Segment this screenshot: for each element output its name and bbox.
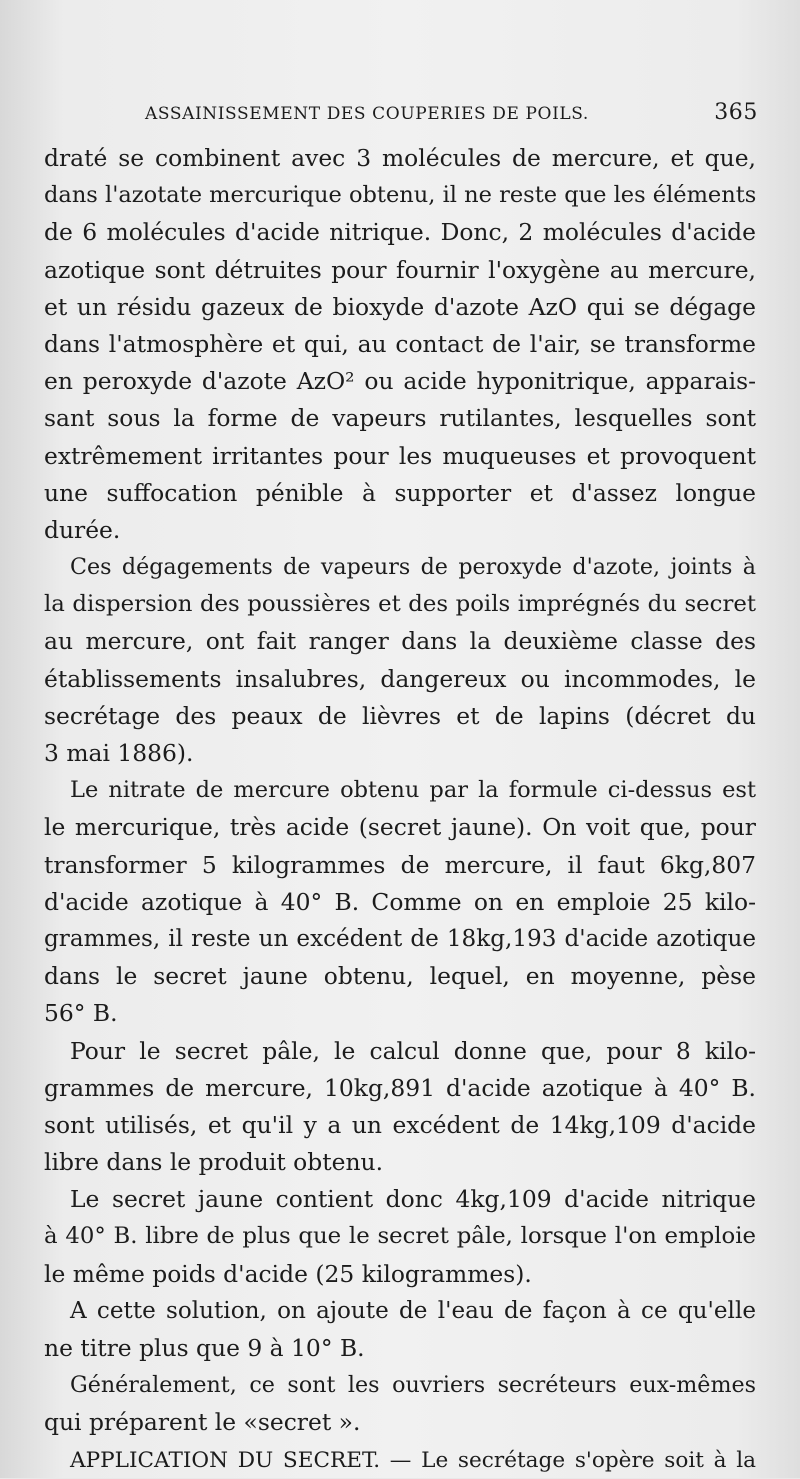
text-line: Généralement, ce sont les ouvriers secréteurs eux-mêmes xyxy=(70,1372,756,1399)
text-line: dans le secret jaune obtenu, lequel, en moyenne, pèse xyxy=(44,962,756,991)
running-title: ASSAINISSEMENT DES COUPERIES DE POILS. xyxy=(145,104,589,124)
text-line: d'acide azotique à 40° B. Comme on en emploie 25 kilo- xyxy=(44,887,756,916)
text-line: à 40° B. libre de plus que le secret pâle, lorsque l'on emploie xyxy=(44,1223,756,1250)
text-line: extrêmement irritantes pour les muqueuses et provoquent xyxy=(44,441,756,470)
text-line: draté se combinent avec 3 molécules de mercure, et que, xyxy=(44,144,756,172)
text-line: sant sous la forme de vapeurs rutilantes, lesquelles sont xyxy=(44,404,756,433)
text-line: en peroxyde d'azote AzO² ou acide hyponitrique, apparais- xyxy=(44,367,756,396)
text-line: Ces dégagements de vapeurs de peroxyde d'azote, joints à xyxy=(70,554,756,581)
text-line: 3 mai 1886). xyxy=(44,739,194,767)
paragraph xyxy=(44,1367,756,1441)
text-line: et un résidu gazeux de bioxyde d'azote AzO qui se dégage xyxy=(44,292,756,321)
text-line: grammes de mercure, 10kg,891 d'acide azotique à 40° B. xyxy=(44,1073,756,1102)
text-line: durée. xyxy=(44,515,121,544)
text-line: Pour le secret pâle, le calcul donne que, pour 8 kilo- xyxy=(70,1036,756,1065)
text-line: une suffocation pénible à supporter et d'assez longue xyxy=(44,478,756,507)
text-line: le même poids d'acide (25 kilogrammes). xyxy=(44,1259,532,1288)
text-line: Le secret jaune contient donc 4kg,109 d'acide nitrique xyxy=(70,1185,756,1214)
paragraph xyxy=(44,140,756,549)
text-line: dans l'atmosphère et qui, au contact de l'air, se transforme xyxy=(44,329,756,358)
text-line: le mercurique, très acide (secret jaune). On voit que, pour xyxy=(44,813,756,842)
text-line: grammes, il reste un excédent de 18kg,193 d'acide azotique xyxy=(44,925,756,952)
text-line: la dispersion des poussières et des poils imprégnés du secret xyxy=(44,591,756,618)
running-header xyxy=(145,100,758,130)
body-text xyxy=(44,140,756,1479)
text-line: sont utilisés, et qu'il y a un excédent de 14kg,109 d'acide xyxy=(44,1110,756,1139)
text-line: APPLICATION DU SECRET. — Le secrétage s'opère soit à la xyxy=(70,1447,756,1473)
paragraph xyxy=(44,772,756,1032)
page-number: 365 xyxy=(714,100,758,125)
text-line: Le nitrate de mercure obtenu par la formule ci-dessus est xyxy=(70,777,756,804)
text-line: ne titre plus que 9 à 10° B. xyxy=(44,1334,365,1362)
text-line: établissements insalubres, dangereux ou incommodes, le xyxy=(44,664,756,693)
text-line: qui préparent le «secret ». xyxy=(44,1408,361,1437)
paragraph xyxy=(44,1181,756,1293)
text-line: secrétage des peaux de lièvres et de lapins (décret du xyxy=(44,701,756,730)
text-line: transformer 5 kilogrammes de mercure, il faut 6kg,807 xyxy=(44,850,756,879)
text-line: dans l'azotate mercurique obtenu, il ne reste que les éléments xyxy=(44,182,757,209)
text-line: A cette solution, on ajoute de l'eau de façon à ce qu'elle xyxy=(70,1297,756,1324)
paragraph xyxy=(44,1033,756,1182)
text-line: de 6 molécules d'acide nitrique. Donc, 2 molécules d'acide xyxy=(44,218,756,247)
paragraph xyxy=(44,549,756,772)
text-line: au mercure, ont fait ranger dans la deuxième classe des xyxy=(44,627,756,656)
text-line: 56° B. xyxy=(44,999,118,1028)
text-line: libre dans le produit obtenu. xyxy=(44,1148,384,1177)
paragraph xyxy=(44,1442,756,1479)
paragraph xyxy=(44,1293,756,1367)
text-line: azotique sont détruites pour fournir l'oxygène au mercure, xyxy=(44,255,756,284)
